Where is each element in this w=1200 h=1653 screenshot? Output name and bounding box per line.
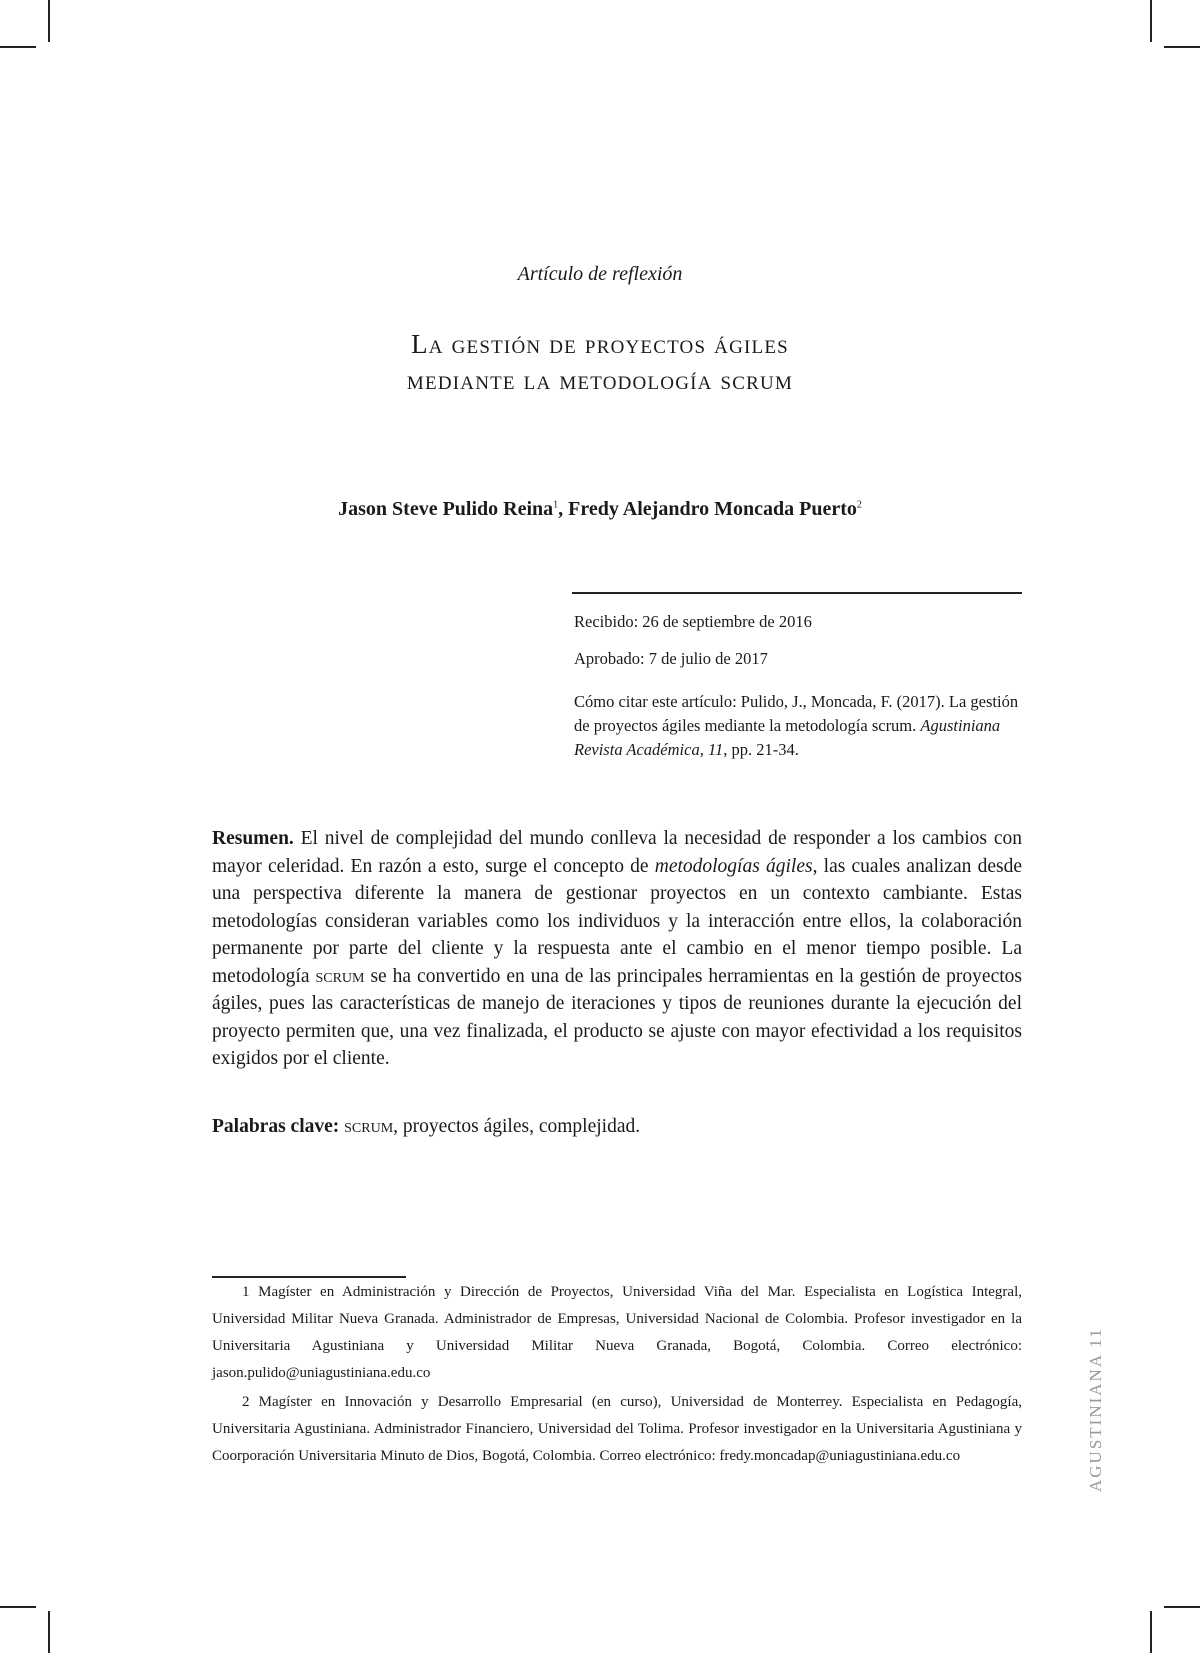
crop-mark	[48, 1611, 50, 1653]
citation-pages: , pp. 21-34.	[723, 740, 799, 759]
running-header: AGUSTINIANA 11	[1086, 1327, 1105, 1492]
title-line-1: La gestión de proyectos ágiles	[411, 329, 789, 359]
abstract-text-2: , las cuales analizan desde una perspectiva diferente la manera de gestionar proyectos en un contexto cambiante. Estas metodologías consideran variables como los individuos y la interacción entre ellos, la colaboración permanente por parte del cliente y la respuesta ante el cambio en el menor tiempo posible. La metodología	[212, 855, 1022, 987]
author-1-footnote-ref[interactable]: 1	[553, 499, 559, 511]
footnote-divider	[212, 1276, 406, 1278]
abstract-text-3: se ha convertido en una de las principales herramientas en la gestión de proyectos ágiles, pues las características de manejo de iteraciones y tipos de reuniones durante la ejecución del proyecto permiten que, una vez finalizada, el producto se ajuste con mayor efectividad a los requisitos exigidos por el cliente.	[212, 965, 1022, 1069]
crop-mark	[48, 0, 50, 42]
crop-mark	[1164, 46, 1200, 48]
keyword-scrum: scrum	[344, 1116, 394, 1137]
section-label: Artículo de reflexión	[517, 263, 683, 285]
author-2: Fredy Alejandro Moncada Puerto	[568, 498, 857, 520]
abstract-text-1: El nivel de complejidad del mundo conlleva la necesidad de responder a los cambios con mayor celeridad. En razón a esto, surge el concepto de	[212, 828, 1022, 877]
keywords-label: Palabras clave:	[212, 1116, 340, 1137]
received-date: Recibido: 26 de septiembre de 2016	[574, 612, 812, 631]
keywords-rest: , proyectos ágiles, complejidad.	[393, 1116, 641, 1137]
abstract-scrum: scrum	[315, 965, 365, 987]
author-separator: ,	[558, 498, 569, 520]
crop-mark	[1150, 0, 1152, 42]
meta-divider	[572, 592, 1022, 594]
citation-text: Cómo citar este artículo: Pulido, J., Moncada, F. (2017). La gestión de proyectos ágiles mediante la metodología scrum.	[574, 692, 1019, 735]
abstract-italic-term: metodologías ágiles	[654, 855, 813, 877]
author-1: Jason Steve Pulido Reina	[338, 498, 554, 520]
keywords	[212, 1113, 1022, 1141]
abstract	[212, 825, 1022, 1073]
citation-journal: Agustiniana Revista Académica, 11	[574, 716, 1001, 759]
footnote-1: 1 Magíster en Administración y Dirección de Proyectos, Universidad Viña del Mar. Especialista en Logística Integral, Universidad Militar Nueva Granada. Administrador de Empresas, Universidad Nacional de Colombia. Profesor investigador en la Universitaria Agustiniana y Universidad Militar Nueva Granada, Bogotá, Colombia. Correo electrónico: jason.pulido@uniagustiniana.edu.co	[212, 1284, 1022, 1381]
author-2-footnote-ref[interactable]: 2	[856, 499, 862, 511]
crop-mark	[1164, 1606, 1200, 1608]
crop-mark	[0, 46, 36, 48]
authors	[0, 498, 1200, 521]
approved-date: Aprobado: 7 de julio de 2017	[574, 649, 768, 668]
crop-mark	[0, 1606, 36, 1608]
article-title	[0, 326, 1200, 398]
abstract-label: Resumen.	[212, 828, 294, 849]
footnote-2: 2 Magíster en Innovación y Desarrollo Empresarial (en curso), Universidad de Monterrey. Especialista en Pedagogía, Universitaria Agustiniana. Administrador Financiero, Universidad del Tolima. Profesor investigador en la Universitaria Agustiniana y Coorporación Universitaria Minuto de Dios, Bogotá, Colombia. Correo electrónico: fredy.moncadap@uniagustiniana.edu.co	[212, 1394, 1022, 1464]
title-line-2: mediante la metodología scrum	[406, 365, 794, 395]
crop-mark	[1150, 1611, 1152, 1653]
citation	[574, 690, 1022, 762]
